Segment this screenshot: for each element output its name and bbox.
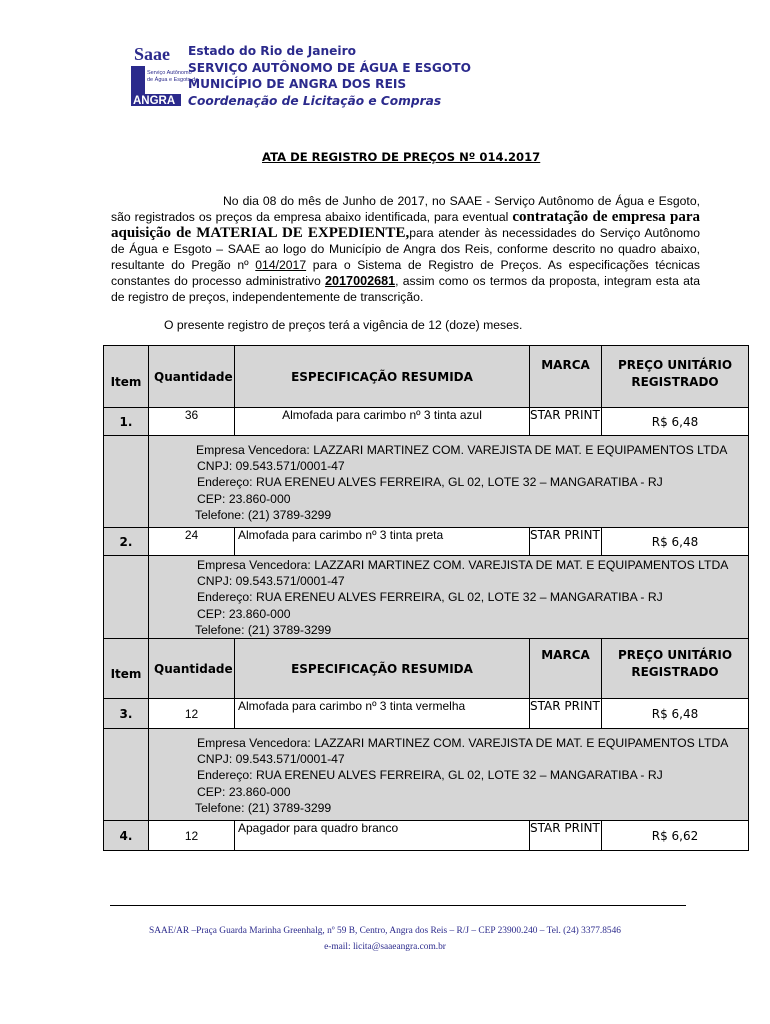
item-price: R$ 6,48	[602, 528, 749, 556]
item-price: R$ 6,48	[602, 699, 749, 729]
item-description: Almofada para carimbo nº 3 tinta azul	[235, 408, 530, 436]
header-block	[188, 43, 471, 109]
item-number: 2.	[104, 528, 149, 556]
header-preco-line1: PREÇO UNITÁRIO	[617, 648, 733, 663]
item-price: R$ 6,62	[602, 821, 749, 851]
company-info	[149, 556, 749, 639]
logo-small-text-2: de Água e Esgoto de	[147, 77, 199, 83]
footer-email: e-mail: licita@saaeangra.com.br	[324, 942, 446, 952]
header-item: Item	[104, 346, 149, 408]
header-preco-line1: PREÇO UNITÁRIO	[617, 358, 733, 372]
company-name: Empresa Vencedora: LAZZARI MARTINEZ COM. VAREJISTA DE MAT. E EQUIPAMENTOS LTDA	[196, 443, 728, 457]
para-part-5: para o Sistema de Registro de Preços. As especificações técnicas constantes do processo administrativo	[111, 258, 700, 288]
company-phone: Telefone: (21) 3789-3299	[195, 800, 332, 815]
item-quantity: 36	[149, 408, 235, 436]
header-line-service: SERVIÇO AUTÔNOMO DE ÁGUA E ESGOTO	[188, 60, 471, 75]
table-row	[104, 699, 749, 729]
item-number: 3.	[104, 699, 149, 729]
header-preco-line2: REGISTRADO	[631, 665, 719, 680]
company-cnpj: CNPJ: 09.543.571/0001-47	[197, 752, 345, 767]
company-cep: CEP: 23.860-000	[197, 491, 291, 506]
vigencia-text: O presente registro de preços terá a vigência de 12 (doze) meses.	[164, 318, 523, 332]
company-address: Endereço: RUA ERENEU ALVES FERREIRA, GL 02, LOTE 32 – MANGARATIBA - RJ	[197, 475, 663, 490]
para-part-1: No dia 08 do mês de Junho de 2017, no SAAE - Serviço Autônomo de Água e Esgoto, são registrados os preços da empresa abaixo identificada, para eventual	[111, 194, 700, 224]
header-item: Item	[104, 639, 149, 699]
table-header-row	[104, 639, 749, 699]
company-row	[104, 556, 749, 639]
intro-paragraph	[111, 193, 700, 305]
header-preco	[602, 639, 749, 699]
item-description: Almofada para carimbo nº 3 tinta preta	[235, 528, 530, 556]
company-address: Endereço: RUA ERENEU ALVES FERREIRA, GL 02, LOTE 32 – MANGARATIBA - RJ	[197, 590, 663, 605]
header-marca: MARCA	[530, 346, 602, 408]
footer-divider	[110, 905, 686, 906]
header-quantidade: Quantidade	[149, 639, 235, 699]
footer-address: SAAE/AR –Praça Guarda Marinha Greenhalg, nº 59 B, Centro, Angra dos Reis – R/J – CEP 23900.240 – Tel. (24) 3377.8546	[149, 926, 621, 936]
price-table	[103, 345, 749, 851]
header-marca: MARCA	[530, 639, 602, 699]
company-cep: CEP: 23.860-000	[197, 784, 291, 799]
company-row	[104, 729, 749, 821]
item-description: Apagador para quadro branco	[235, 821, 530, 851]
company-row	[104, 436, 749, 528]
company-phone: Telefone: (21) 3789-3299	[195, 622, 332, 637]
item-price: R$ 6,48	[602, 408, 749, 436]
item-description: Almofada para carimbo nº 3 tinta vermelha	[235, 699, 530, 729]
company-info	[149, 436, 749, 528]
item-quantity: 12	[149, 821, 235, 851]
item-number: 1.	[104, 408, 149, 436]
item-number: 4.	[104, 821, 149, 851]
saae-logo	[131, 40, 199, 107]
header-quantidade: Quantidade	[149, 346, 235, 408]
header-line-coordination: Coordenação de Licitação e Compras	[188, 93, 442, 108]
company-info	[149, 729, 749, 821]
header-especificacao: ESPECIFICAÇÃO RESUMIDA	[235, 639, 530, 699]
header-especificacao: ESPECIFICAÇÃO RESUMIDA	[235, 346, 530, 408]
process-number: 2017002681	[325, 274, 396, 288]
pregao-number: 014/2017	[255, 258, 307, 272]
table-header-row	[104, 346, 749, 408]
table-row	[104, 408, 749, 436]
item-brand: STAR PRINT	[530, 699, 602, 729]
header-preco	[602, 346, 749, 408]
header-preco-line2: REGISTRADO	[631, 375, 719, 389]
header-line-state: Estado do Rio de Janeiro	[188, 44, 356, 58]
company-name: Empresa Vencedora: LAZZARI MARTINEZ COM. VAREJISTA DE MAT. E EQUIPAMENTOS LTDA	[197, 558, 729, 572]
company-address: Endereço: RUA ERENEU ALVES FERREIRA, GL 02, LOTE 32 – MANGARATIBA - RJ	[197, 768, 663, 783]
company-cep: CEP: 23.860-000	[197, 606, 291, 621]
item-brand: STAR PRINT	[530, 821, 602, 851]
document-title: ATA DE REGISTRO DE PREÇOS Nº 014.2017	[262, 150, 541, 164]
table-row	[104, 528, 749, 556]
company-cnpj: CNPJ: 09.543.571/0001-47	[197, 459, 345, 474]
item-quantity: 24	[149, 528, 235, 556]
item-quantity: 12	[149, 699, 235, 729]
company-cnpj: CNPJ: 09.543.571/0001-47	[197, 574, 345, 589]
table-row	[104, 821, 749, 851]
company-name: Empresa Vencedora: LAZZARI MARTINEZ COM. VAREJISTA DE MAT. E EQUIPAMENTOS LTDA	[197, 736, 729, 751]
item-brand: STAR PRINT	[530, 528, 602, 556]
logo-small-text-1: Serviço Autônomo	[147, 70, 192, 76]
logo-bottom-text: ANGRA	[133, 95, 176, 107]
para-part-3: para atender às necessidades do Serviço Autônomo de Água e Esgoto – SAAE ao logo do Município de Angra dos Reis, conforme descrito no quadro abaixo, resultante do Pregão nº	[111, 226, 700, 272]
logo-top-text: Saae	[134, 44, 170, 64]
para-part-7: , assim como os termos da proposta, integram esta ata de registro de preços, independentemente de transcrição.	[111, 274, 701, 304]
company-phone: Telefone: (21) 3789-3299	[195, 507, 332, 522]
para-part-2: contratação de empresa para aquisição de MATERIAL DE EXPEDIENTE,	[111, 209, 701, 241]
header-line-municipality: MUNICÍPIO DE ANGRA DOS REIS	[188, 77, 407, 92]
item-brand: STAR PRINT	[530, 408, 602, 436]
